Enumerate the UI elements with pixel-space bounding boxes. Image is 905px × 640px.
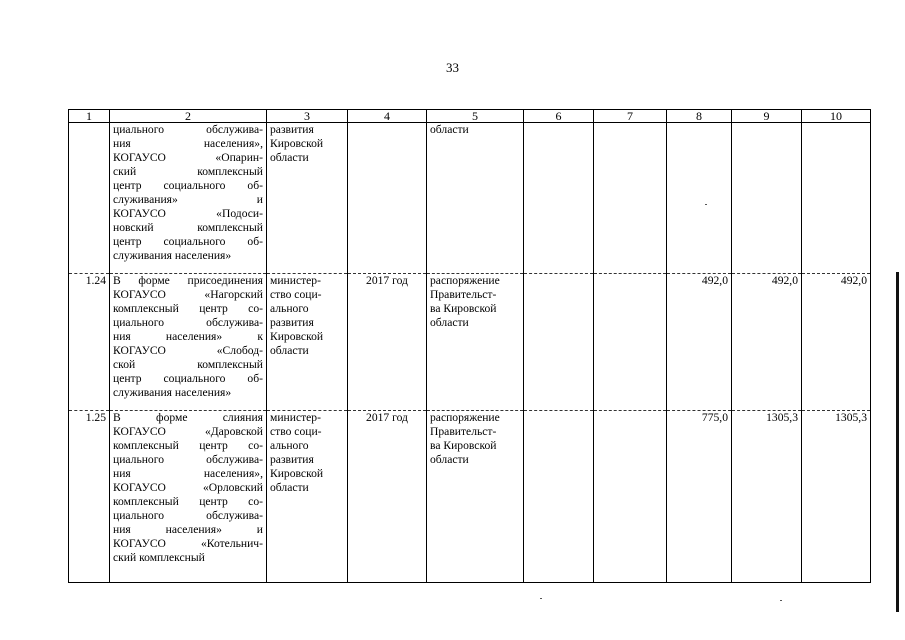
scan-artifact-dot (705, 204, 707, 205)
table-cell-c7 (594, 411, 667, 583)
cell-text-line: центр социального об- (113, 235, 263, 248)
cell-text-line: КОГАУСО «Котельнич- (113, 537, 263, 550)
cell-text-line: Правительст- (430, 288, 497, 301)
cell-text-line: распоряжение (430, 274, 500, 287)
cell-text-line: КОГАУСО «Нагорский (113, 288, 263, 301)
cell-text-line: развития (270, 453, 314, 466)
scan-artifact-dot (540, 598, 542, 599)
table-cell-c6 (524, 411, 594, 583)
table-cell-c6 (524, 123, 594, 274)
table-cell-c4: 2017 год (348, 411, 427, 583)
cell-text-line: ский комплексный (113, 165, 263, 178)
table-cell-c7 (594, 274, 667, 411)
cell-text-line: служивания» и (113, 193, 263, 206)
scan-artifact-dot (780, 600, 782, 601)
cell-text-line: области (430, 123, 469, 136)
cell-text-line: В форме слияния (113, 411, 263, 424)
header-cell: 8 (667, 110, 732, 123)
cell-text-line: центр социального об- (113, 372, 263, 385)
table-cell-c4: 2017 год (348, 274, 427, 411)
cell-text-line: распоряжение (430, 411, 500, 424)
cell-text-line: циального обслужива- (113, 453, 263, 466)
table-cell-c9 (732, 123, 802, 274)
table-cell-c3 (267, 274, 348, 411)
table-cell-c3 (267, 123, 348, 274)
header-cell: 9 (732, 110, 802, 123)
cell-text-line: служивания населения» (113, 386, 232, 399)
budget-table (68, 109, 871, 583)
table-row (69, 411, 871, 583)
table-cell-c7 (594, 123, 667, 274)
table-cell-c8: 492,0 (667, 274, 732, 411)
scan-artifact-line (896, 272, 899, 612)
cell-text-line: Правительст- (430, 425, 497, 438)
table-cell-c1: 1.25 (69, 411, 110, 583)
cell-text-line: развития (270, 316, 314, 329)
cell-text-line: новский комплексный (113, 221, 263, 234)
cell-text-line: ва Кировской (430, 439, 497, 452)
table-cell-c2 (110, 123, 267, 274)
cell-text-line: центр социального об- (113, 179, 263, 192)
cell-text-line: развития (270, 123, 314, 136)
table-cell-c5 (427, 274, 524, 411)
header-cell: 4 (348, 110, 427, 123)
table-cell-c8 (667, 123, 732, 274)
cell-text-line: министер- (270, 411, 321, 424)
table-cell-c5 (427, 411, 524, 583)
table-cell-c2 (110, 411, 267, 583)
table-cell-c4 (348, 123, 427, 274)
table-cell-c6 (524, 274, 594, 411)
cell-text-line: КОГАУСО «Слобод- (113, 344, 263, 357)
header-cell: 5 (427, 110, 524, 123)
cell-text-line: Кировской (270, 467, 324, 480)
header-cell: 6 (524, 110, 594, 123)
cell-text-line: циального обслужива- (113, 509, 263, 522)
cell-text-line: ния населения» и (113, 523, 263, 536)
cell-text-line: ния населения», (113, 137, 263, 150)
cell-text-line: служивания населения» (113, 249, 232, 262)
header-cell: 7 (594, 110, 667, 123)
table-row (69, 123, 871, 274)
table-cell-c8: 775,0 (667, 411, 732, 583)
table-cell-c1 (69, 123, 110, 274)
cell-text-line: ской комплексный (113, 358, 263, 371)
cell-text-line: ва Кировской (430, 302, 497, 315)
table-cell-c3 (267, 411, 348, 583)
cell-text-line: циального обслужива- (113, 123, 263, 136)
cell-text-line: КОГАУСО «Орловский (113, 481, 263, 494)
cell-text-line: КОГАУСО «Опарин- (113, 151, 263, 164)
table-cell-c10: 1305,3 (802, 411, 871, 583)
table-cell-c10 (802, 123, 871, 274)
cell-text-line: КОГАУСО «Подоси- (113, 207, 263, 220)
header-cell: 10 (802, 110, 871, 123)
cell-text-line: В форме присоединения (113, 274, 263, 287)
cell-text-line: циального обслужива- (113, 316, 263, 329)
header-row (69, 110, 871, 123)
cell-text-line: ального (270, 439, 309, 452)
cell-text-line: области (430, 316, 469, 329)
cell-text-line: министер- (270, 274, 321, 287)
cell-text-line: области (270, 344, 309, 357)
cell-text-line: комплексный центр со- (113, 439, 263, 452)
cell-text-line: ального (270, 302, 309, 315)
cell-text-line: ство соци- (270, 288, 322, 301)
header-cell: 2 (110, 110, 267, 123)
table-cell-c9: 492,0 (732, 274, 802, 411)
page-number: 33 (446, 60, 459, 75)
cell-text-line: комплексный центр со- (113, 302, 263, 315)
cell-text-line: ния населения» к (113, 330, 263, 343)
table-cell-c2 (110, 274, 267, 411)
cell-text-line: области (430, 453, 469, 466)
header-cell: 3 (267, 110, 348, 123)
table-cell-c10: 492,0 (802, 274, 871, 411)
table-cell-c9: 1305,3 (732, 411, 802, 583)
cell-text-line: Кировской (270, 330, 324, 343)
cell-text-line: Кировской (270, 137, 324, 150)
cell-text-line: области (270, 481, 309, 494)
table-row (69, 274, 871, 411)
cell-text-line: комплексный центр со- (113, 495, 263, 508)
table-cell-c1: 1.24 (69, 274, 110, 411)
cell-text-line: ский комплексный (113, 551, 205, 564)
table-cell-c5 (427, 123, 524, 274)
cell-text-line: ство соци- (270, 425, 322, 438)
cell-text-line: КОГАУСО «Даровской (113, 425, 263, 438)
header-cell: 1 (69, 110, 110, 123)
cell-text-line: ния населения», (113, 467, 263, 480)
cell-text-line: области (270, 151, 309, 164)
